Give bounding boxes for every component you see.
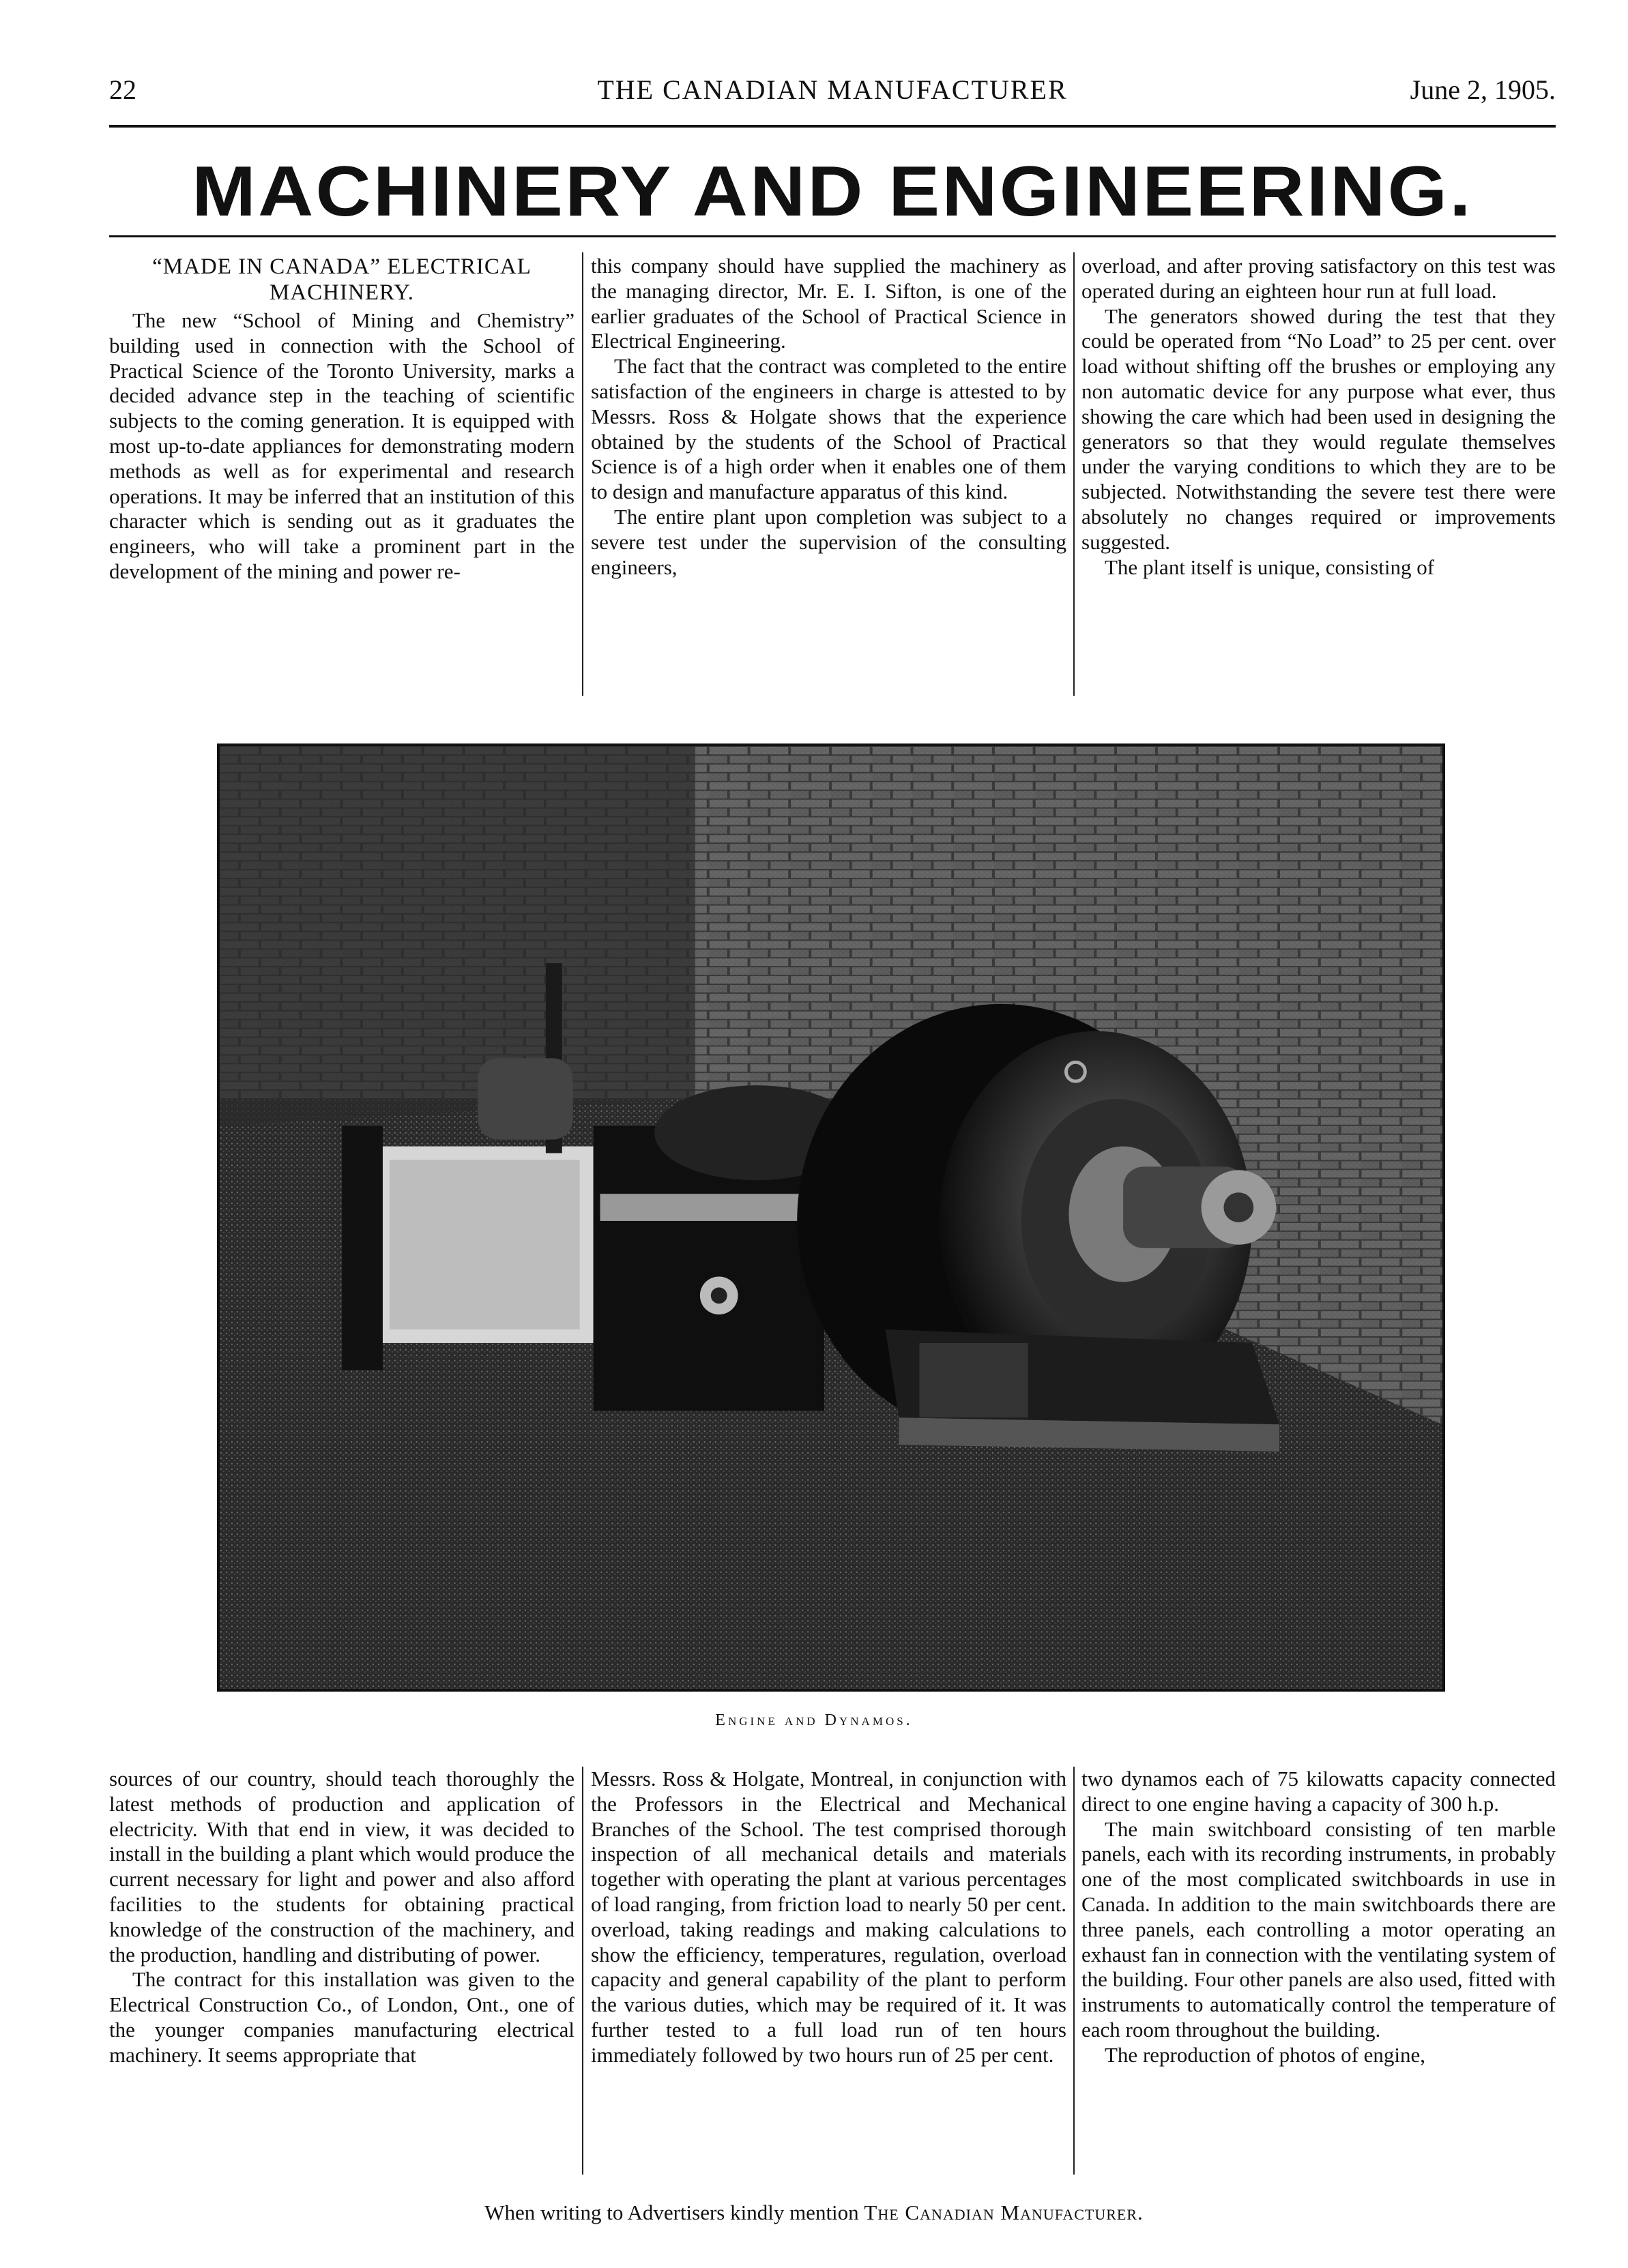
paragraph: The fact that the contract was completed to the entire satisfaction of the engineers in charge is attested to by Messrs. Ross & Holgate shows that the experience obtained by the students of the School of Practical Science is of a high order when it enables one of them to design and manufacture apparatus of this kind. <box>591 354 1066 504</box>
paragraph: Messrs. Ross & Holgate, Montreal, in conjunction with the Professors in the Electrical and Mechanical Branches of the School. The test comprised thorough inspection of all mechanical details and materials together with operating the plant at various percentages of load ranging, from friction load to nearly 50 per cent. overload, taking readings and making calculations to show the efficiency, temperatures, regulation, overload capacity and general capability of the plant to perform the various duties, which may be required of it. It was further tested to a full load run of ten hours immediately followed by two hours run of 25 per cent. <box>591 1767 1066 2067</box>
photo-caption: Engine and Dynamos. <box>715 1711 913 1729</box>
paragraph: The reproduction of photos of engine, <box>1105 2042 1426 2067</box>
upper-column-1 <box>109 254 575 697</box>
lower-column-1 <box>109 1767 575 2175</box>
paragraph: sources of our country, should teach thoroughly the latest methods of production and application of electricity. With that end in view, it was decided to install in the building a plant which would produce the current necessary for light and power and also afford facilities to the students for obtaining practical knowledge of the construction of the machinery, and the production, handling and distributing of power. <box>109 1767 575 1967</box>
footer-magazine-name: The Canadian Manufacturer. <box>864 2200 1144 2224</box>
publication-title: THE CANADIAN MANUFACTURER <box>597 74 1068 105</box>
paragraph: The new “School of Mining and Chemistry” building used in connection with the School of Practical Science of the Toronto University, marks a decided advance step in the teaching of scientific subjects to the coming generation. It is equipped with most up-to-date appliances for demonstrating modern methods as well as for experimental and research operations. It may be inferred that an institution of this character which is sending out as it graduates the engineers, who will take a prominent part in the development of the mining and power re- <box>109 308 575 583</box>
footer-text: When writing to Advertisers kindly mention <box>484 2200 859 2224</box>
issue-date: June 2, 1905. <box>1410 74 1556 105</box>
upper-column-2 <box>591 254 1066 697</box>
paragraph: The generators showed during the test that they could be operated from “No Load” to 25 per cent. over load without shifting off the brushes or employing any non automatic device for any purpose what ever, thus showing the care which had been used in designing the generators so that they would regulate themselves under the varying conditions to which they are to be subjected. Notwithstanding the severe test there were absolutely no changes required or improvements suggested. <box>1081 304 1556 554</box>
section-title: MACHINERY AND ENGINEERING. <box>192 152 1473 231</box>
lower-column-2 <box>591 1767 1066 2175</box>
lower-column-3 <box>1081 1767 1556 2175</box>
column-divider <box>582 1767 583 2175</box>
article-headline: “MADE IN CANADA” ELECTRICAL MACHINERY. <box>152 254 532 305</box>
page-number: 22 <box>109 74 136 105</box>
engine-dynamos-photo <box>217 743 1445 1692</box>
running-header <box>109 74 1556 115</box>
photo-illustration <box>220 746 1442 1689</box>
paragraph: The contract for this installation was given to the Electrical Construction Co., of London, Ont., one of the younger companies manufacturing electrical machinery. It seems appropriate that <box>109 1967 575 2067</box>
paragraph: overload, and after proving satisfactory on this test was operated during an eighteen hour run at full load. <box>1081 254 1556 303</box>
advertiser-footer <box>0 2200 1628 2225</box>
section-rule <box>109 235 1556 237</box>
paragraph: this company should have supplied the machinery as the managing director, Mr. E. I. Sifton, is one of the earlier graduates of the School of Practical Science in Electrical Engineering. <box>591 254 1066 353</box>
column-divider <box>1073 252 1075 696</box>
upper-column-3 <box>1081 254 1556 697</box>
paragraph: The plant itself is unique, consisting of <box>1105 555 1435 579</box>
column-divider <box>582 252 583 696</box>
paragraph: The main switchboard consisting of ten marble panels, each with its recording instruments, in probably one of the most complicated switchboards in use in Canada. In addition to the main switchboards there are three panels, each controlling a motor operating an exhaust fan in connection with the ventilating system of the building. Four other panels are also used, fitted with instruments to automatically control the temperature of each room throughout the building. <box>1081 1816 1556 2042</box>
header-rule <box>109 125 1556 128</box>
column-divider <box>1073 1767 1075 2175</box>
paragraph: two dynamos each of 75 kilowatts capacity connected direct to one engine having a capacity of 300 h.p. <box>1081 1767 1556 1816</box>
paragraph: The entire plant upon completion was subject to a severe test under the supervision of the consulting engineers, <box>591 504 1066 579</box>
